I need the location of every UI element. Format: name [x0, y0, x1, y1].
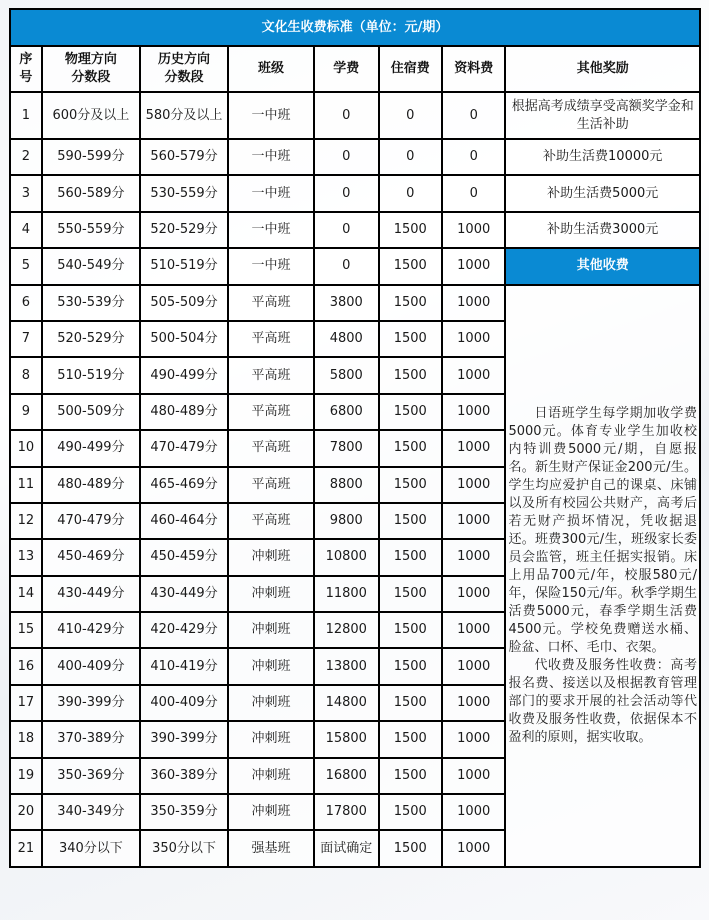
header-other-rewards: 其他奖励: [505, 46, 700, 92]
row-index: 1: [10, 92, 42, 139]
row-index: 2: [10, 139, 42, 175]
tuition-fee: 11800: [314, 576, 378, 612]
history-score-range: 400-409分: [140, 685, 228, 721]
dorm-fee: 1500: [379, 394, 442, 430]
table-title: 文化生收费标准（单位：元/期）: [10, 9, 700, 46]
materials-fee: 1000: [442, 576, 505, 612]
class-name: 冲刺班: [228, 758, 314, 794]
table-title-row: [10, 9, 700, 46]
physics-score-range: 480-489分: [42, 467, 140, 503]
table-row: [10, 175, 700, 211]
tuition-fee: 9800: [314, 503, 378, 539]
header-physics: [42, 46, 140, 92]
tuition-fee: 15800: [314, 721, 378, 757]
tuition-fee: 10800: [314, 539, 378, 575]
header-tuition: 学费: [314, 46, 378, 92]
row-index: 21: [10, 830, 42, 866]
class-name: 冲刺班: [228, 794, 314, 830]
tuition-fee: 0: [314, 92, 378, 139]
tuition-fee: 0: [314, 248, 378, 284]
fee-table-frame: [9, 8, 701, 868]
materials-fee: 1000: [442, 321, 505, 357]
physics-score-range: 340分以下: [42, 830, 140, 866]
header-history: [140, 46, 228, 92]
materials-fee: 1000: [442, 648, 505, 684]
row-index: 19: [10, 758, 42, 794]
dorm-fee: 1500: [379, 467, 442, 503]
row-index: 15: [10, 612, 42, 648]
dorm-fee: 1500: [379, 830, 442, 866]
dorm-fee: 0: [379, 139, 442, 175]
physics-score-range: 410-429分: [42, 612, 140, 648]
history-score-range: 470-479分: [140, 430, 228, 466]
materials-fee: 0: [442, 139, 505, 175]
row-index: 13: [10, 539, 42, 575]
row-index: 3: [10, 175, 42, 211]
class-name: 一中班: [228, 212, 314, 248]
tuition-fee: 面试确定: [314, 830, 378, 866]
history-score-range: 460-464分: [140, 503, 228, 539]
row-index: 12: [10, 503, 42, 539]
physics-score-range: 550-559分: [42, 212, 140, 248]
materials-fee: 1000: [442, 721, 505, 757]
other-fees-title: 其他收费: [505, 248, 700, 284]
physics-score-range: 400-409分: [42, 648, 140, 684]
class-name: 平高班: [228, 285, 314, 321]
materials-fee: 1000: [442, 430, 505, 466]
dorm-fee: 1500: [379, 721, 442, 757]
reward-cell: 补助生活费5000元: [505, 175, 700, 211]
class-name: 冲刺班: [228, 648, 314, 684]
materials-fee: 1000: [442, 285, 505, 321]
class-name: 平高班: [228, 321, 314, 357]
physics-score-range: 470-479分: [42, 503, 140, 539]
physics-score-range: 430-449分: [42, 576, 140, 612]
header-row: [10, 46, 700, 92]
row-index: 20: [10, 794, 42, 830]
other-fees-notes: [505, 285, 700, 867]
dorm-fee: 1500: [379, 685, 442, 721]
row-index: 4: [10, 212, 42, 248]
class-name: 冲刺班: [228, 539, 314, 575]
history-score-range: 505-509分: [140, 285, 228, 321]
tuition-fee: 0: [314, 212, 378, 248]
class-name: 冲刺班: [228, 685, 314, 721]
class-name: 平高班: [228, 430, 314, 466]
physics-score-range: 510-519分: [42, 357, 140, 393]
materials-fee: 1000: [442, 539, 505, 575]
materials-fee: 1000: [442, 467, 505, 503]
row-index: 18: [10, 721, 42, 757]
dorm-fee: 1500: [379, 612, 442, 648]
materials-fee: 0: [442, 92, 505, 139]
header-index: 序号: [10, 46, 42, 92]
row-index: 11: [10, 467, 42, 503]
materials-fee: 1000: [442, 685, 505, 721]
history-score-range: 465-469分: [140, 467, 228, 503]
dorm-fee: 1500: [379, 648, 442, 684]
tuition-fee: 7800: [314, 430, 378, 466]
row-index: 9: [10, 394, 42, 430]
table-row: [10, 248, 700, 284]
class-name: 冲刺班: [228, 576, 314, 612]
row-index: 8: [10, 357, 42, 393]
header-materials: 资料费: [442, 46, 505, 92]
dorm-fee: 0: [379, 175, 442, 211]
header-class: 班级: [228, 46, 314, 92]
physics-score-range: 520-529分: [42, 321, 140, 357]
history-score-range: 520-529分: [140, 212, 228, 248]
tuition-fee: 3800: [314, 285, 378, 321]
dorm-fee: 1500: [379, 539, 442, 575]
history-score-range: 510-519分: [140, 248, 228, 284]
row-index: 7: [10, 321, 42, 357]
materials-fee: 1000: [442, 794, 505, 830]
materials-fee: 1000: [442, 357, 505, 393]
class-name: 一中班: [228, 92, 314, 139]
tuition-fee: 16800: [314, 758, 378, 794]
table-row: [10, 139, 700, 175]
physics-score-range: 350-369分: [42, 758, 140, 794]
tuition-fee: 5800: [314, 357, 378, 393]
row-index: 14: [10, 576, 42, 612]
history-score-range: 390-399分: [140, 721, 228, 757]
dorm-fee: 1500: [379, 576, 442, 612]
physics-score-range: 540-549分: [42, 248, 140, 284]
history-score-range: 560-579分: [140, 139, 228, 175]
dorm-fee: 1500: [379, 285, 442, 321]
materials-fee: 1000: [442, 612, 505, 648]
history-score-range: 350分以下: [140, 830, 228, 866]
materials-fee: 1000: [442, 758, 505, 794]
physics-score-range: 500-509分: [42, 394, 140, 430]
dorm-fee: 1500: [379, 503, 442, 539]
materials-fee: 1000: [442, 212, 505, 248]
physics-score-range: 370-389分: [42, 721, 140, 757]
tuition-fee: 17800: [314, 794, 378, 830]
dorm-fee: 1500: [379, 357, 442, 393]
header-physics-line1: 物理方向: [64, 52, 117, 67]
reward-cell: 根据高考成绩享受高额奖学金和生活补助: [505, 92, 700, 139]
history-score-range: 360-389分: [140, 758, 228, 794]
history-score-range: 500-504分: [140, 321, 228, 357]
header-physics-line2: 分数段: [71, 70, 111, 85]
fee-standard-table: [9, 8, 701, 868]
row-index: 16: [10, 648, 42, 684]
table-row: [10, 92, 700, 139]
class-name: 平高班: [228, 357, 314, 393]
row-index: 10: [10, 430, 42, 466]
row-index: 5: [10, 248, 42, 284]
table-row: [10, 285, 700, 321]
class-name: 一中班: [228, 139, 314, 175]
class-name: 一中班: [228, 248, 314, 284]
dorm-fee: 0: [379, 92, 442, 139]
dorm-fee: 1500: [379, 758, 442, 794]
tuition-fee: 14800: [314, 685, 378, 721]
physics-score-range: 390-399分: [42, 685, 140, 721]
class-name: 一中班: [228, 175, 314, 211]
tuition-fee: 0: [314, 139, 378, 175]
class-name: 强基班: [228, 830, 314, 866]
other-fees-paragraph: 日语班学生每学期加收学费5000元。体育专业学生加收校内特训费5000元/期，自愿报名。新生财产保证金200元/生。学生均应爱护自己的课桌、床铺以及所有校园公共财产，高考后若无财产损坏情况，凭收据退还。班费300元/生，班级家长委员会监管，班主任据实报销。床上用品700元/年，校服580元/年，保险150元/年。秋季学期生活费5000元，春季学期生活费4500元。学校免费赠送水桶、脸盆、口杯、毛巾、衣架。: [508, 405, 697, 655]
history-score-range: 410-419分: [140, 648, 228, 684]
class-name: 冲刺班: [228, 721, 314, 757]
history-score-range: 490-499分: [140, 357, 228, 393]
materials-fee: 1000: [442, 503, 505, 539]
physics-score-range: 530-539分: [42, 285, 140, 321]
header-history-line1: 历史方向: [158, 52, 211, 67]
class-name: 冲刺班: [228, 612, 314, 648]
dorm-fee: 1500: [379, 794, 442, 830]
history-score-range: 350-359分: [140, 794, 228, 830]
class-name: 平高班: [228, 467, 314, 503]
dorm-fee: 1500: [379, 321, 442, 357]
class-name: 平高班: [228, 503, 314, 539]
history-score-range: 530-559分: [140, 175, 228, 211]
tuition-fee: 6800: [314, 394, 378, 430]
materials-fee: 1000: [442, 830, 505, 866]
tuition-fee: 13800: [314, 648, 378, 684]
reward-cell: 补助生活费10000元: [505, 139, 700, 175]
header-dorm: 住宿费: [379, 46, 442, 92]
tuition-fee: 12800: [314, 612, 378, 648]
physics-score-range: 560-589分: [42, 175, 140, 211]
tuition-fee: 4800: [314, 321, 378, 357]
table-row: [10, 212, 700, 248]
physics-score-range: 450-469分: [42, 539, 140, 575]
dorm-fee: 1500: [379, 430, 442, 466]
dorm-fee: 1500: [379, 248, 442, 284]
class-name: 平高班: [228, 394, 314, 430]
dorm-fee: 1500: [379, 212, 442, 248]
history-score-range: 430-449分: [140, 576, 228, 612]
physics-score-range: 600分及以上: [42, 92, 140, 139]
row-index: 17: [10, 685, 42, 721]
row-index: 6: [10, 285, 42, 321]
history-score-range: 450-459分: [140, 539, 228, 575]
tuition-fee: 8800: [314, 467, 378, 503]
materials-fee: 0: [442, 175, 505, 211]
history-score-range: 420-429分: [140, 612, 228, 648]
tuition-fee: 0: [314, 175, 378, 211]
header-history-line2: 分数段: [164, 70, 204, 85]
physics-score-range: 590-599分: [42, 139, 140, 175]
reward-cell: 补助生活费3000元: [505, 212, 700, 248]
materials-fee: 1000: [442, 248, 505, 284]
history-score-range: 580分及以上: [140, 92, 228, 139]
physics-score-range: 340-349分: [42, 794, 140, 830]
other-fees-paragraph: 代收费及服务性收费：高考报名费、接送以及根据教育管理部门的要求开展的社会活动等代收费及服务性收费，依据保本不盈利的原则，据实收取。: [508, 657, 697, 745]
physics-score-range: 490-499分: [42, 430, 140, 466]
materials-fee: 1000: [442, 394, 505, 430]
history-score-range: 480-489分: [140, 394, 228, 430]
